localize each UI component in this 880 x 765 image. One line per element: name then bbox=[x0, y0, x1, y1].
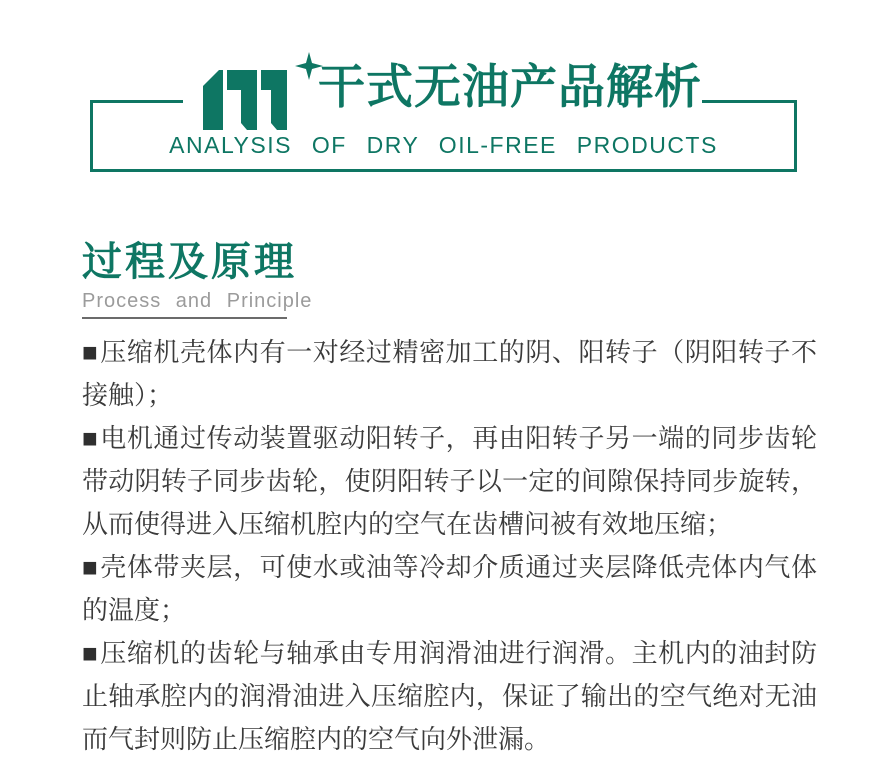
content-section bbox=[82, 236, 817, 761]
paragraph-motor-drive bbox=[82, 417, 817, 546]
header-title-en: ANALYSIS OF DRY OIL-FREE PRODUCTS bbox=[169, 132, 718, 158]
frame-top-left-segment bbox=[90, 100, 183, 103]
bullet-square-icon: ■ bbox=[82, 638, 99, 668]
header-title-zh: 干式无油产品解析 bbox=[318, 60, 702, 113]
paragraph-lubrication-seal bbox=[82, 632, 817, 761]
section-underline bbox=[82, 317, 287, 319]
brand-logo bbox=[203, 52, 333, 130]
m-sparkle-logo-icon bbox=[203, 52, 333, 130]
paragraph-text: 压缩机的齿轮与轴承由专用润滑油进行润滑。主机内的油封防止轴承腔内的润滑油进入压缩腔内，保证了输出的空气绝对无油而气封则防止压缩腔内的空气向外泄漏。 bbox=[82, 638, 817, 754]
header-banner bbox=[0, 0, 880, 210]
paragraph-text: 壳体带夹层，可使水或油等冷却介质通过夹层降低壳体内气体的温度； bbox=[82, 552, 817, 625]
bullet-square-icon: ■ bbox=[82, 337, 99, 367]
frame-top-right-segment bbox=[702, 100, 797, 103]
bullet-square-icon: ■ bbox=[82, 423, 99, 453]
paragraph-text: 电机通过传动装置驱动阳转子，再由阳转子另一端的同步齿轮带动阴转子同步齿轮，使阴阳转子以一定的间隙保持同步旋转，从而使得进入压缩机腔内的空气在齿槽问被有效地压缩； bbox=[82, 423, 817, 539]
paragraph-text: 压缩机壳体内有一对经过精密加工的阴、阳转子（阴阳转子不接触）； bbox=[82, 337, 817, 410]
paragraph-rotors bbox=[82, 331, 817, 417]
paragraph-jacket-cooling bbox=[82, 546, 817, 632]
section-title-zh: 过程及原理 bbox=[82, 240, 297, 284]
bullet-square-icon: ■ bbox=[82, 552, 99, 582]
paragraph-list bbox=[82, 331, 817, 761]
section-title-en: Process and Principle bbox=[82, 290, 313, 312]
